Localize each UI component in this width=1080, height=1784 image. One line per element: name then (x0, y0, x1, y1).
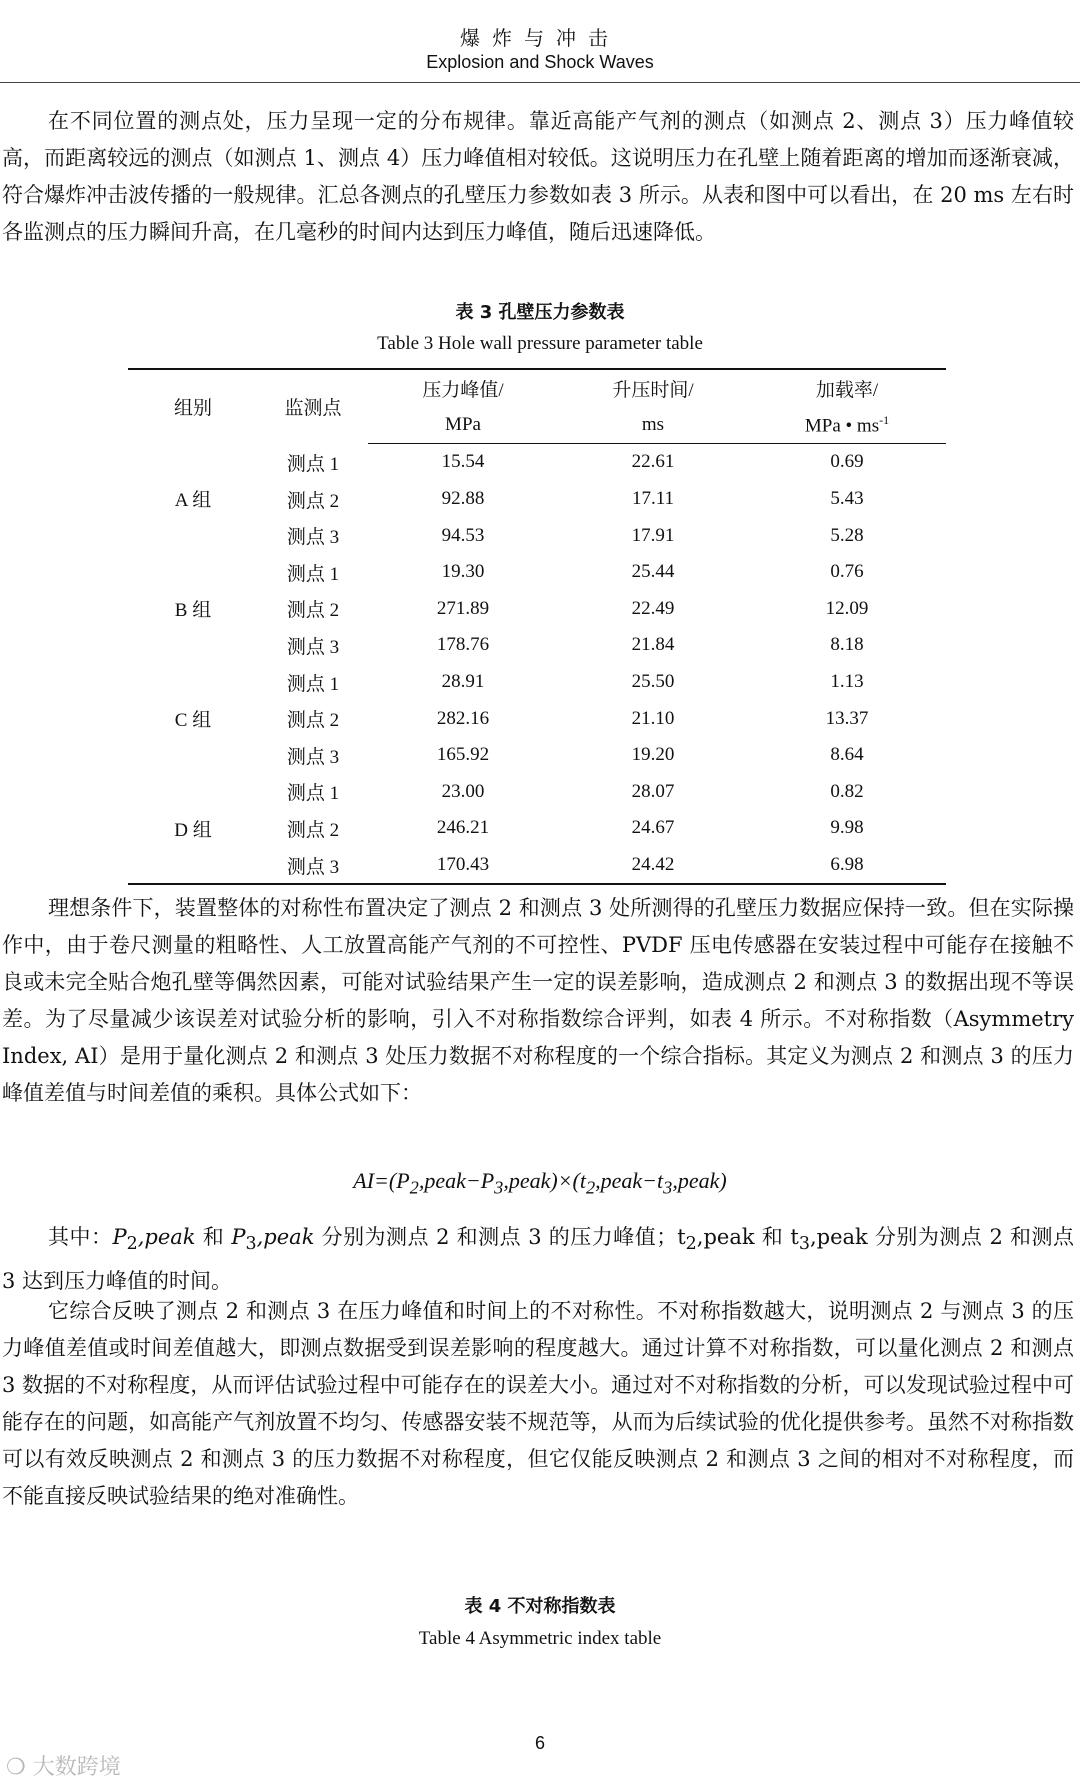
cell-point: 测点 2 (286, 710, 340, 732)
th-peak-unit: MPa (368, 407, 558, 444)
cell-peak: 165.92 (436, 744, 490, 766)
formula-ai: $AI=(P_2,peak-P_3,peak)\times(t_2,peak-t_3,peak)$ (353, 1168, 727, 1198)
table-row (128, 774, 946, 811)
cell-rise: 17.91 (631, 524, 675, 546)
cell-point: 测点 1 (286, 783, 340, 805)
cell-rate: 5.43 (830, 488, 864, 510)
cell-point: 测点 3 (258, 847, 368, 885)
journal-title-cn: 爆炸与冲击 (460, 26, 620, 50)
cell-point: 测点 3 (286, 527, 340, 549)
cell-peak: 19.30 (441, 561, 485, 583)
journal-header (0, 0, 1080, 82)
cell-peak: 170.43 (368, 847, 558, 885)
cell-peak: 178.76 (436, 634, 490, 656)
cell-rate: 9.98 (830, 817, 864, 839)
cell-rate: 8.18 (830, 634, 864, 656)
cell-rise: 25.44 (631, 561, 675, 583)
cell-rise: 25.50 (631, 671, 675, 693)
th-rise: 升压时间/ (558, 369, 748, 407)
table-row (128, 664, 946, 701)
th-rise-unit: ms (558, 407, 748, 444)
table3 (128, 368, 946, 885)
cell-rate: 5.28 (830, 524, 864, 546)
th-group: 组别 (128, 369, 258, 444)
cell-peak: 92.88 (441, 488, 485, 510)
cell-rise: 24.67 (631, 817, 675, 839)
cell-point: 测点 3 (286, 636, 340, 658)
cell-point: 测点 3 (286, 746, 340, 768)
cell-rise: 28.07 (631, 780, 675, 802)
watermark-logo-icon: ❍ (6, 1755, 33, 1780)
watermark: ❍ 大数跨境 (6, 1755, 121, 1780)
journal-title-en: Explosion and Shock Waves (426, 52, 654, 72)
cell-point: 测点 2 (286, 490, 340, 512)
cell-group: A 组 (174, 490, 212, 512)
th-point: 监测点 (258, 369, 368, 444)
cell-peak: 282.16 (436, 707, 490, 729)
cell-peak: 15.54 (441, 451, 485, 473)
th-rate: 加载率/ (748, 369, 946, 407)
cell-rate: 13.37 (825, 707, 869, 729)
table4-caption-cn: 表 4 不对称指数表 (464, 1596, 616, 1617)
table-row (128, 554, 946, 591)
paragraph-2: 理想条件下，装置整体的对称性布置决定了测点 2 和测点 3 处所测得的孔壁压力数据应保持一致。但在实际操作中，由于卷尺测量的粗略性、人工放置高能产气剂的不可控性、PVDF 压电传感器在安装过程中可能存在接触不良或未完全贴合炮孔壁等偶然因素，可能对试验结果产生一定的误差影响，造成测点 2 和测点 3 的数据出现不等误差。为了尽量减少该误差对试验分析的影响，引入不对称指数综合评判，如表 4 所示。不对称指数（Asymmetry Index, AI）是用于量化测点 2 和测点 3 处压力数据不对称程度的一个综合指标。其定义为测点 2 和测点 3 的压力峰值差值与时间差值的乘积。具体公式如下： (2, 896, 1074, 1105)
table3-body (128, 444, 946, 885)
cell-group: B 组 (174, 600, 212, 622)
paragraph-4: 它综合反映了测点 2 和测点 3 在压力峰值和时间上的不对称性。不对称指数越大，说明测点 2 与测点 3 的压力峰值差值或时间差值越大，即测点数据受到误差影响的程度越大。通过计算不对称指数，可以量化测点 2 和测点 3 数据的不对称程度，从而评估试验过程中可能存在的误差大小。通过对不对称指数的分析，可以发现试验过程中可能存在的问题，如高能产气剂放置不均匀、传感器安装不规范等，从而为后续试验的优化提供参考。虽然不对称指数可以有效反映测点 2 和测点 3 的压力数据不对称程度，但它仅能反映测点 2 和测点 3 之间的相对不对称程度，而不能直接反映试验结果的绝对准确性。 (2, 1299, 1074, 1508)
cell-peak: 23.00 (441, 780, 485, 802)
cell-point: 测点 2 (286, 600, 340, 622)
th-peak: 压力峰值/ (368, 369, 558, 407)
paragraph-1: 在不同位置的测点处，压力呈现一定的分布规律。靠近高能产气剂的测点（如测点 2、测点 3）压力峰值较高，而距离较远的测点（如测点 1、测点 4）压力峰值相对较低。这说明压力在孔壁上随着距离的增加而逐渐衰减，符合爆炸冲击波传播的一般规律。汇总各测点的孔壁压力参数如表 3 所示。从表和图中可以看出，在 20 ms 左右时各监测点的压力瞬间升高，在几毫秒的时间内达到压力峰值，随后迅速降低。 (2, 109, 1074, 244)
cell-rate: 0.76 (830, 561, 864, 583)
cell-peak: 271.89 (436, 597, 490, 619)
cell-rise: 22.61 (631, 451, 675, 473)
header-rule (0, 82, 1080, 83)
cell-rate: 1.13 (830, 671, 864, 693)
th-rate-unit: MPa • $ms^{-1}$ (748, 407, 946, 444)
cell-rise: 21.10 (631, 707, 675, 729)
cell-rate: 0.82 (830, 780, 864, 802)
cell-rise: 19.20 (631, 744, 675, 766)
cell-peak: 28.91 (441, 671, 485, 693)
cell-rise: 21.84 (631, 634, 675, 656)
cell-point: 测点 1 (286, 673, 340, 695)
cell-group: D 组 (128, 774, 258, 885)
table4-caption-en: Table 4 Asymmetric index table (418, 1628, 662, 1649)
cell-rate: 8.64 (830, 744, 864, 766)
cell-rise: 17.11 (631, 488, 675, 510)
paragraph-3: 其中：$P_2,peak$ 和 $P_3,peak$ 分别为测点 2 和测点 3 的压力峰值；$t_2,peak$ 和 $t_3,peak$ 分别为测点 2 和测点 3 达到压力峰值的时间。 (2, 1225, 1074, 1294)
table3-caption-cn: 表 3 孔壁压力参数表 (455, 302, 625, 323)
cell-rise: 22.49 (631, 597, 675, 619)
table-row (128, 444, 946, 481)
cell-rise: 24.42 (558, 847, 748, 885)
cell-group: C 组 (174, 710, 212, 732)
cell-point: 测点 2 (286, 819, 340, 841)
cell-rate: 0.69 (830, 451, 864, 473)
table3-caption-en: Table 3 Hole wall pressure parameter table (377, 333, 703, 354)
cell-point: 测点 1 (286, 453, 340, 475)
cell-rate: 6.98 (748, 847, 946, 885)
cell-peak: 94.53 (441, 524, 485, 546)
cell-peak: 246.21 (436, 817, 490, 839)
cell-rate: 12.09 (825, 597, 869, 619)
page-number: 6 (534, 1733, 545, 1753)
cell-point: 测点 1 (286, 563, 340, 585)
